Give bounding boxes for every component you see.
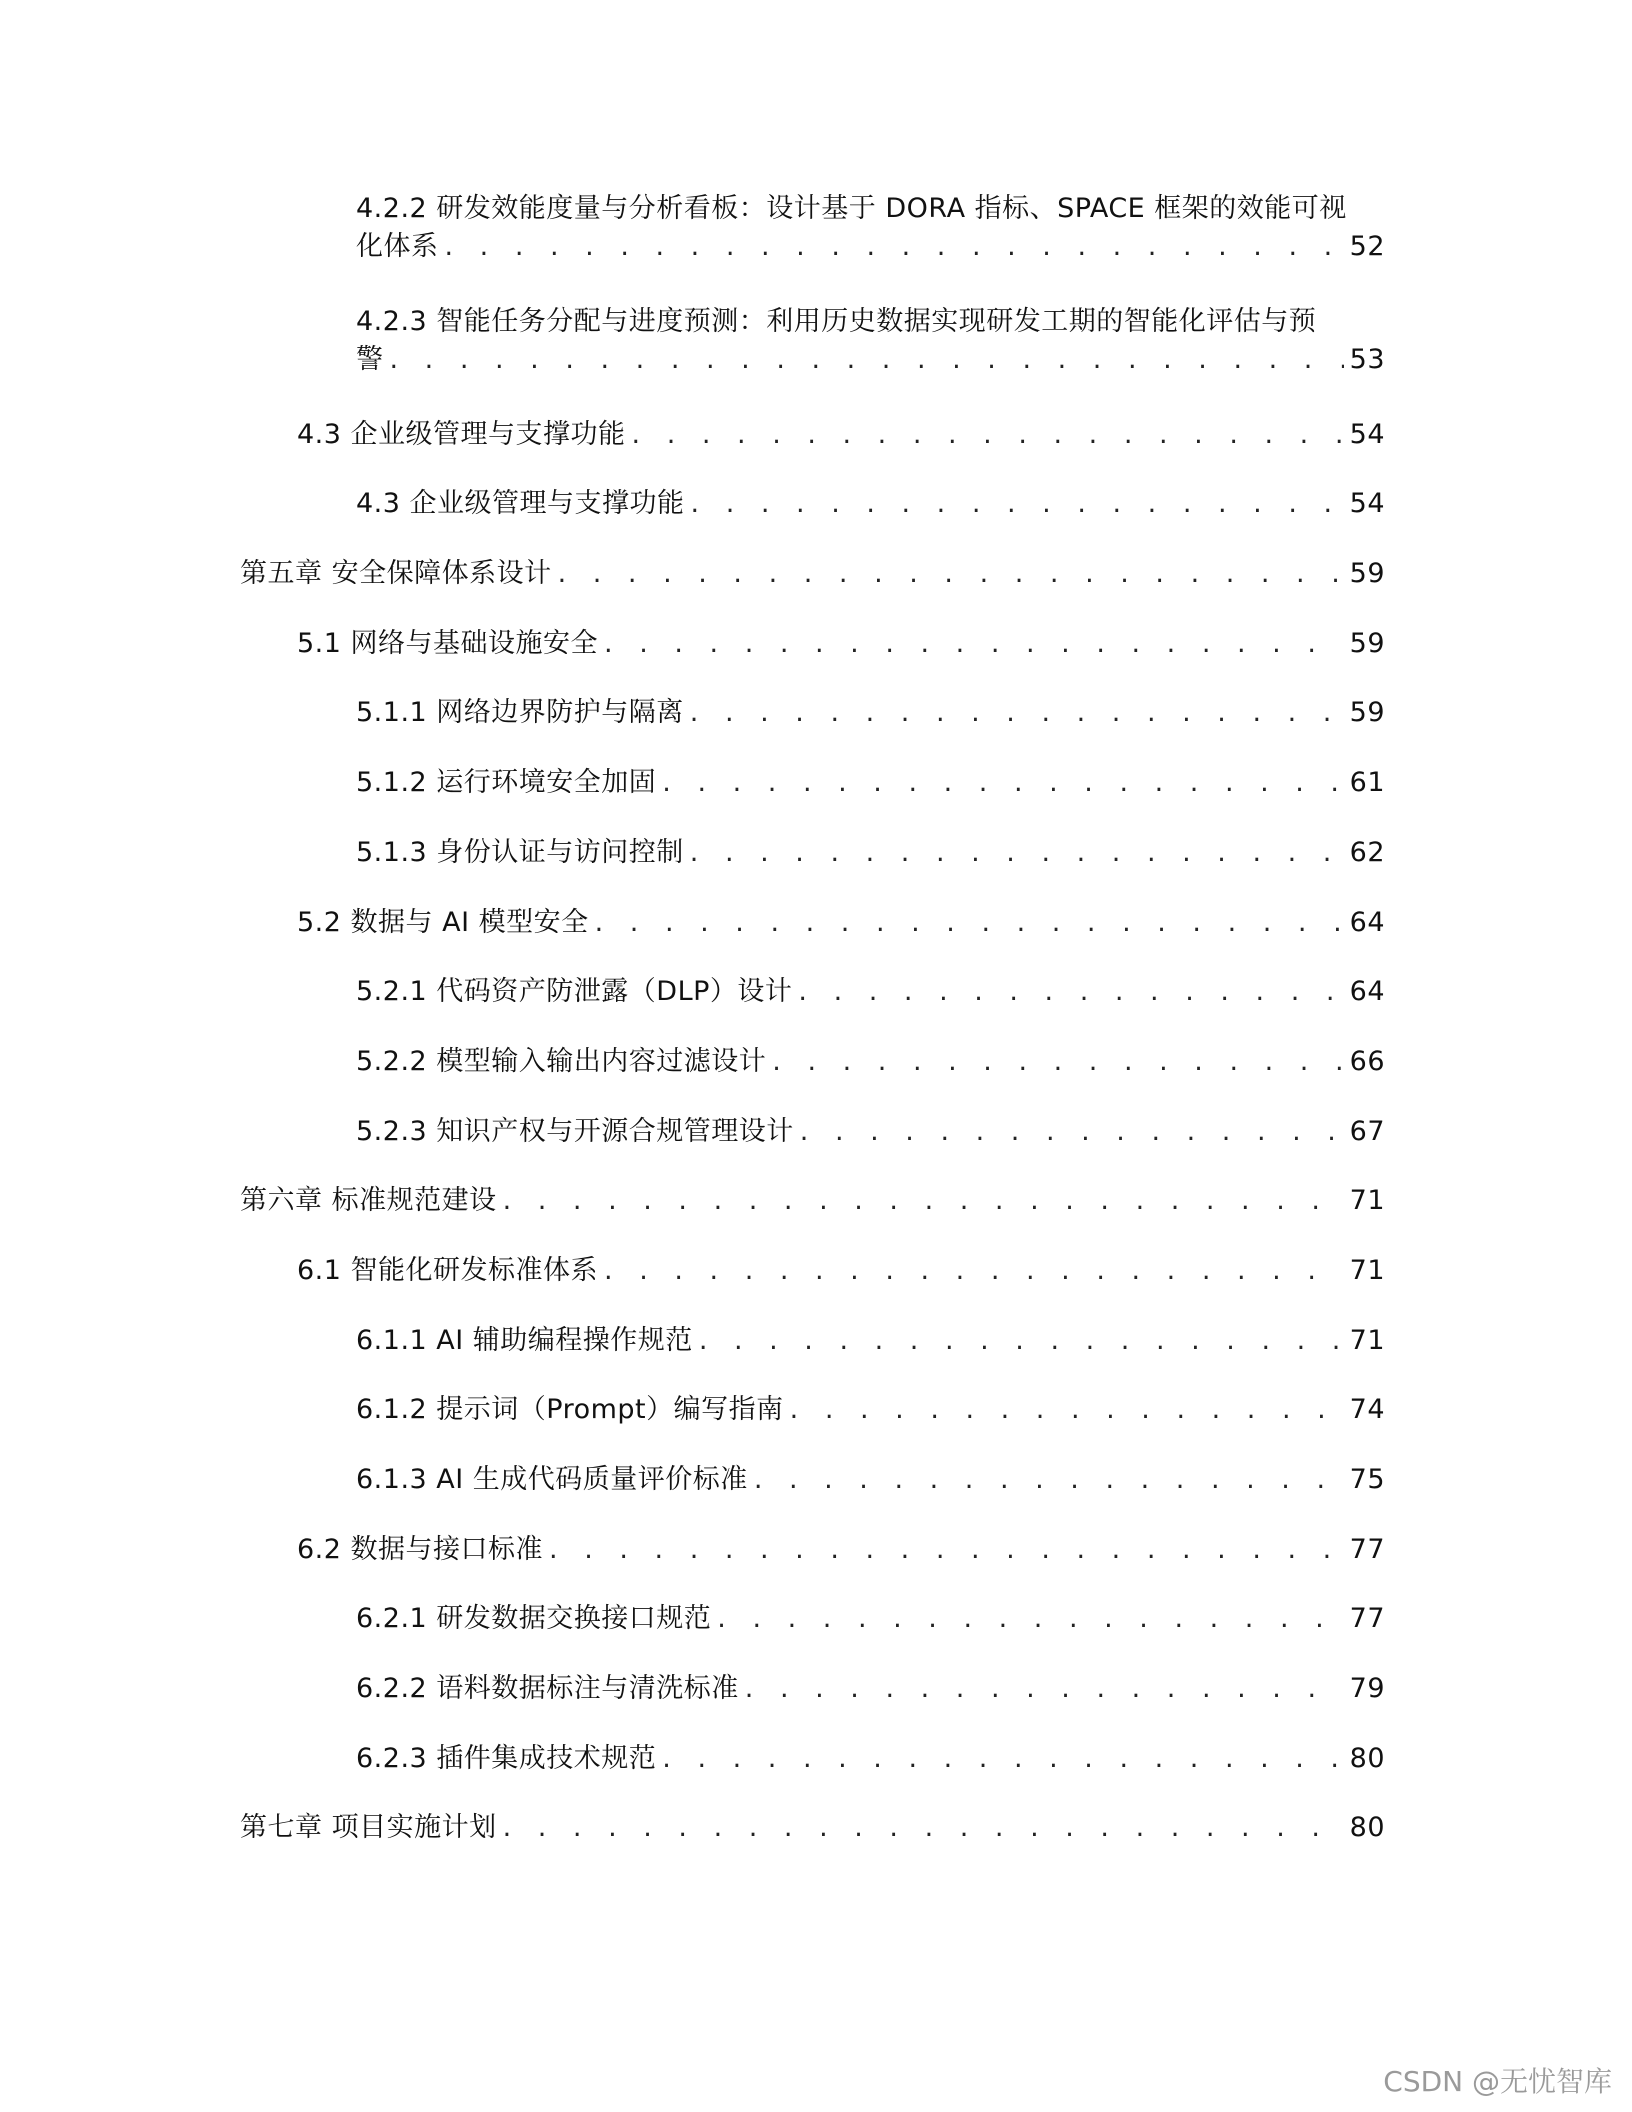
toc-entry-page: 80 bbox=[1349, 1812, 1385, 1843]
toc-entry-title: 警 bbox=[356, 344, 384, 375]
toc-entry-title: 4.3 企业级管理与支撑功能 bbox=[356, 488, 685, 519]
dot-leader bbox=[604, 625, 1344, 663]
toc-entry-page: 53 bbox=[1349, 344, 1385, 375]
dot-leader bbox=[445, 228, 1344, 266]
toc-entry-page: 61 bbox=[1349, 767, 1385, 798]
toc-entry-page: 66 bbox=[1349, 1046, 1385, 1077]
toc-entry-title: 5.1 网络与基础设施安全 bbox=[297, 628, 599, 659]
dot-leader bbox=[390, 341, 1344, 379]
dot-leader bbox=[632, 416, 1344, 454]
toc-entry-title: 第五章 安全保障体系设计 bbox=[240, 558, 552, 589]
toc-entry-page: 64 bbox=[1349, 907, 1385, 938]
watermark: CSDN @无忧智库 bbox=[1383, 2065, 1612, 2098]
toc-entry-page: 75 bbox=[1349, 1464, 1385, 1495]
toc-entry-5-2-3[interactable] bbox=[356, 1113, 1385, 1151]
toc-entry-page: 64 bbox=[1349, 976, 1385, 1007]
toc-entry-5-1-3[interactable] bbox=[356, 834, 1385, 872]
toc-entry-title: 第七章 项目实施计划 bbox=[240, 1812, 497, 1843]
toc-entry-page: 54 bbox=[1349, 419, 1385, 450]
toc-entry-4-3-sub[interactable] bbox=[356, 485, 1385, 523]
toc-entry-page: 54 bbox=[1349, 488, 1385, 519]
toc-entry-4-2-2[interactable] bbox=[356, 190, 1385, 266]
toc-entry-title: 6.2.1 研发数据交换接口规范 bbox=[356, 1603, 712, 1634]
dot-leader bbox=[690, 694, 1344, 732]
toc-entry-page: 71 bbox=[1349, 1185, 1385, 1216]
toc-entry-title: 6.1.2 提示词（Prompt）编写指南 bbox=[356, 1394, 784, 1425]
toc-entry-6-2-3[interactable] bbox=[356, 1740, 1385, 1778]
dot-leader bbox=[549, 1531, 1344, 1569]
dot-leader bbox=[754, 1461, 1344, 1499]
dot-leader bbox=[662, 1740, 1343, 1778]
toc-entry-6-1[interactable] bbox=[297, 1252, 1385, 1290]
toc-entry-chapter-5[interactable] bbox=[240, 555, 1385, 593]
toc-entry-6-1-2[interactable] bbox=[356, 1391, 1385, 1429]
dot-leader bbox=[717, 1600, 1343, 1638]
toc-entry-title: 5.1.3 身份认证与访问控制 bbox=[356, 837, 684, 868]
toc-entry-title: 5.1.2 运行环境安全加固 bbox=[356, 767, 657, 798]
dot-leader bbox=[558, 555, 1344, 593]
toc-entry-5-1-2[interactable] bbox=[356, 764, 1385, 802]
toc-entry-page: 52 bbox=[1349, 231, 1385, 262]
dot-leader bbox=[604, 1252, 1344, 1290]
dot-leader bbox=[503, 1809, 1344, 1847]
toc-entry-6-1-3[interactable] bbox=[356, 1461, 1385, 1499]
dot-leader bbox=[690, 834, 1344, 872]
toc-entry-title: 6.1.3 AI 生成代码质量评价标准 bbox=[356, 1464, 748, 1495]
toc-entry-title: 6.1 智能化研发标准体系 bbox=[297, 1255, 599, 1286]
dot-leader bbox=[800, 1113, 1344, 1151]
toc-entry-5-1-1[interactable] bbox=[356, 694, 1385, 732]
toc-entry-page: 59 bbox=[1349, 697, 1385, 728]
toc-entry-4-2-3[interactable] bbox=[356, 303, 1385, 379]
toc-entry-title: 5.1.1 网络边界防护与隔离 bbox=[356, 697, 684, 728]
toc-entry-page: 80 bbox=[1349, 1743, 1385, 1774]
toc-entry-title: 6.1.1 AI 辅助编程操作规范 bbox=[356, 1325, 693, 1356]
dot-leader bbox=[745, 1670, 1344, 1708]
toc-entry-title-line1: 4.2.3 智能任务分配与进度预测：利用历史数据实现研发工期的智能化评估与预 bbox=[356, 306, 1317, 337]
toc-entry-title: 5.2.3 知识产权与开源合规管理设计 bbox=[356, 1116, 794, 1147]
toc-entry-page: 74 bbox=[1349, 1394, 1385, 1425]
toc-entry-page: 62 bbox=[1349, 837, 1385, 868]
toc-entry-title: 5.2.2 模型输入输出内容过滤设计 bbox=[356, 1046, 767, 1077]
toc-entry-title: 化体系 bbox=[356, 231, 439, 262]
toc-entry-6-1-1[interactable] bbox=[356, 1322, 1385, 1360]
toc-entry-page: 59 bbox=[1349, 558, 1385, 589]
toc-entry-6-2[interactable] bbox=[297, 1531, 1385, 1569]
dot-leader bbox=[503, 1182, 1344, 1220]
toc-entry-page: 67 bbox=[1349, 1116, 1385, 1147]
dot-leader bbox=[662, 764, 1343, 802]
toc-entry-page: 77 bbox=[1349, 1534, 1385, 1565]
toc-entry-6-2-1[interactable] bbox=[356, 1600, 1385, 1638]
dot-leader bbox=[691, 485, 1344, 523]
dot-leader bbox=[699, 1322, 1344, 1360]
toc-entry-title: 4.3 企业级管理与支撑功能 bbox=[297, 419, 626, 450]
toc-entry-page: 71 bbox=[1349, 1325, 1385, 1356]
toc-entry-chapter-6[interactable] bbox=[240, 1182, 1385, 1220]
toc-entry-page: 59 bbox=[1349, 628, 1385, 659]
dot-leader bbox=[772, 1043, 1343, 1081]
toc-entry-title: 6.2.3 插件集成技术规范 bbox=[356, 1743, 657, 1774]
dot-leader bbox=[595, 904, 1344, 942]
toc-entry-title-line1: 4.2.2 研发效能度量与分析看板：设计基于 DORA 指标、SPACE 框架的效能可视 bbox=[356, 193, 1347, 224]
toc-entry-5-2[interactable] bbox=[297, 904, 1385, 942]
toc-entry-title: 5.2.1 代码资产防泄露（DLP）设计 bbox=[356, 976, 793, 1007]
toc-entry-5-1[interactable] bbox=[297, 625, 1385, 663]
toc-entry-title: 5.2 数据与 AI 模型安全 bbox=[297, 907, 589, 938]
toc-entry-6-2-2[interactable] bbox=[356, 1670, 1385, 1708]
dot-leader bbox=[798, 973, 1343, 1011]
toc-entry-title: 第六章 标准规范建设 bbox=[240, 1185, 497, 1216]
dot-leader bbox=[790, 1391, 1344, 1429]
toc-entry-page: 71 bbox=[1349, 1255, 1385, 1286]
toc-entry-title: 6.2 数据与接口标准 bbox=[297, 1534, 544, 1565]
toc-entry-4-3[interactable] bbox=[297, 416, 1385, 454]
toc-entry-page: 79 bbox=[1349, 1673, 1385, 1704]
toc-entry-page: 77 bbox=[1349, 1603, 1385, 1634]
toc-entry-chapter-7[interactable] bbox=[240, 1809, 1385, 1847]
toc-entry-5-2-2[interactable] bbox=[356, 1043, 1385, 1081]
toc-entry-title: 6.2.2 语料数据标注与清洗标准 bbox=[356, 1673, 739, 1704]
toc-entry-5-2-1[interactable] bbox=[356, 973, 1385, 1011]
